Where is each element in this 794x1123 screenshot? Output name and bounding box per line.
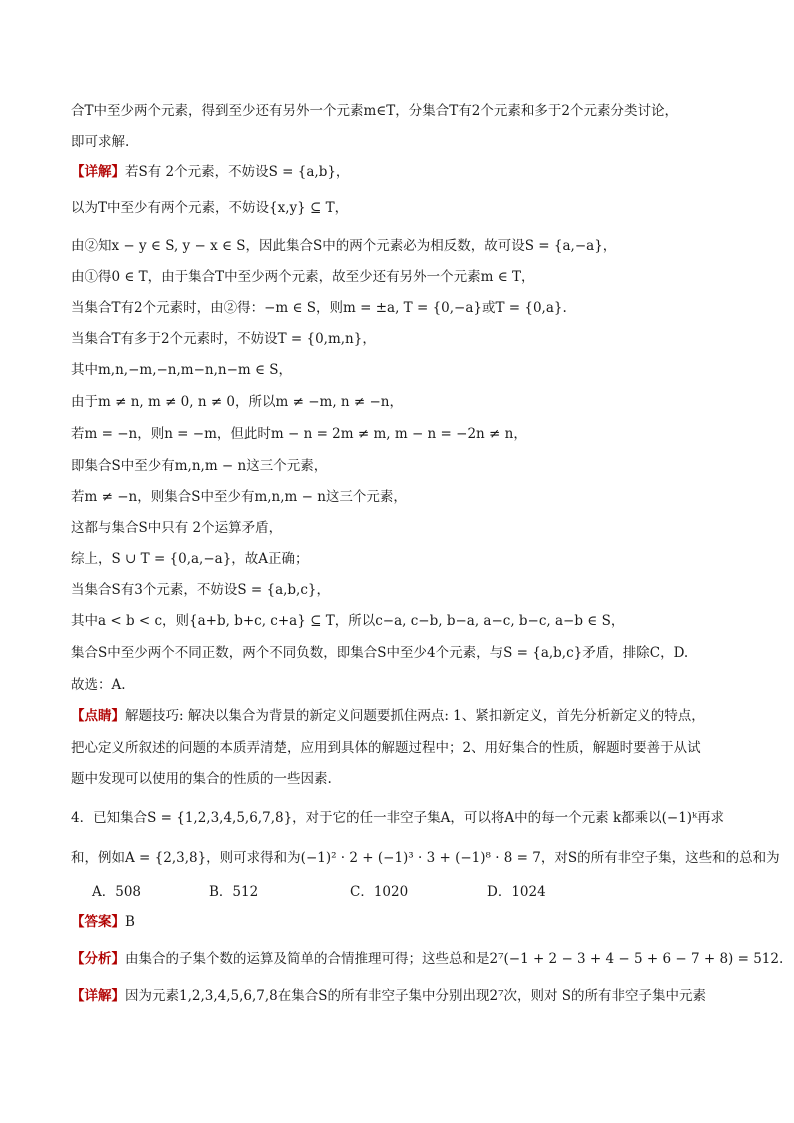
text-line-18: 集合S中至少两个不同正数，两个不同负数，即集合S中至少4个元素，与S = {a,b,c}矛盾，排除C，D. [71, 645, 689, 661]
answer-options [92, 880, 712, 898]
detail-heading-line: 【详解】若S有 2个元素，不妨设S = {a,b}， [71, 164, 350, 180]
question-4-line-1: 4．已知集合S = {1,2,3,4,5,6,7,8}，对于它的任一非空子集A，可以将A中的每一个元素 k都乘以(−1)ᵏ再求 [71, 810, 724, 826]
text-line-2: 即可求解. [71, 134, 130, 150]
text-line-21: 把心定义所叙述的问题的本质弄清楚，应用到具体的解题过程中；2、用好集合的性质，解题时要善于从试 [71, 740, 701, 756]
answer-line: 【答案】B [71, 914, 135, 930]
text-line-6: 由①得0 ∈ T，由于集合T中至少两个元素，故至少还有另外一个元素m ∈ T， [71, 269, 535, 285]
text-line-22: 题中发现可以使用的集合的性质的一些因素. [71, 771, 332, 787]
option-c: C．1020 [350, 884, 409, 900]
text-line-12: 即集合S中至少有m,n,m − n这三个元素， [71, 458, 328, 474]
option-b: B．512 [209, 884, 259, 900]
text-line-7: 当集合T有2个元素时，由②得：−m ∈ S，则m = ±a, T = {0,−a}或T = {0,a}. [71, 300, 567, 316]
remark-tag: 【点睛】 [71, 708, 125, 724]
text-line-9: 其中m,n,−m,−n,m−n,n−m ∈ S， [71, 362, 293, 378]
answer-tag: 【答案】 [71, 914, 125, 930]
text-line-15: 综上，S ∪ T = {0,a,−a}，故A正确； [71, 551, 309, 567]
option-a: A．508 [92, 884, 142, 900]
text-line-10: 由于m ≠ n, m ≠ 0, n ≠ 0，所以m ≠ −m, n ≠ −n， [71, 394, 404, 410]
text-line-1: 合T中至少两个元素，得到至少还有另外一个元素m∈T，分集合T有2个元素和多于2个元素分类讨论， [71, 103, 678, 119]
analysis-tag: 【分析】 [71, 951, 125, 967]
text-line-13: 若m ≠ −n，则集合S中至少有m,n,m − n这三个元素， [71, 489, 407, 505]
question-4-line-2: 和，例如A = {2,3,8}，则可求得和为(−1)² · 2 + (−1)³ · 3 + (−1)⁸ · 8 = 7，对S的所有非空子集，这些和的总和为 [71, 850, 780, 866]
detail-line-2: 【详解】因为元素1,2,3,4,5,6,7,8在集合S的所有非空子集中分别出现2⁷次，则对 S的所有非空子集中元素 [71, 988, 707, 1004]
text-line-11: 若m = −n，则n = −m，但此时m − n = 2m ≠ m, m − n = −2n ≠ n， [71, 426, 527, 442]
text-line-14: 这都与集合S中只有 2个运算矛盾， [71, 520, 283, 536]
analysis-line: 【分析】由集合的子集个数的运算及简单的合情推理可得；这些总和是2⁷(−1 + 2 − 3 + 4 − 5 + 6 − 7 + 8) = 512. [71, 951, 784, 967]
detail-tag-2: 【详解】 [71, 988, 125, 1004]
text-line-16: 当集合S有3个元素，不妨设S = {a,b,c}， [71, 582, 330, 598]
detail-tag: 【详解】 [71, 164, 125, 180]
option-d: D．1024 [487, 884, 546, 900]
text-line-4: 以为T中至少有两个元素，不妨设{x,y} ⊆ T， [71, 200, 349, 216]
text-line-19: 故选：A. [71, 677, 126, 693]
text-line-8: 当集合T有多于2个元素时，不妨设T = {0,m,n}， [71, 331, 376, 347]
text-line-17: 其中a < b < c，则{a+b, b+c, c+a} ⊆ T，所以c−a, c−b, b−a, a−c, b−c, a−b ∈ S， [71, 613, 625, 629]
text-line-5: 由②知x − y ∈ S, y − x ∈ S，因此集合S中的两个元素必为相反数，故可设S = {a,−a}， [71, 238, 617, 254]
remark-heading-line: 【点睛】解题技巧: 解决以集合为背景的新定义问题要抓住两点: 1、紧扣新定义，首先分析新定义的特点， [71, 708, 705, 724]
